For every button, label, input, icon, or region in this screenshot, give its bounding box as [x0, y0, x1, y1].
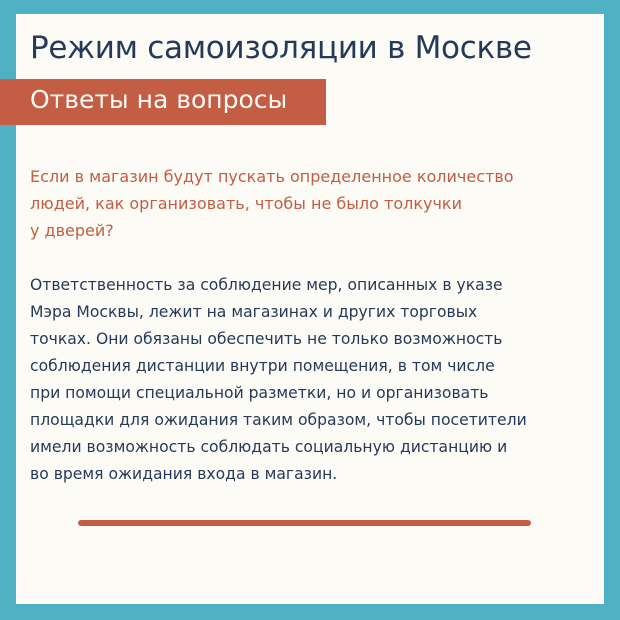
subtitle-banner [0, 79, 326, 125]
divider-line [78, 520, 531, 526]
answer-line: при помощи специальной разметки, но и организовать [30, 384, 489, 402]
answer-line: Мэра Москвы, лежит на магазинах и других торговых [30, 303, 478, 321]
answer-line: площадки для ожидания таким образом, чтобы посетители [30, 411, 527, 429]
content-card [16, 14, 604, 604]
question-line: Если в магазин будут пускать определенное количество [30, 167, 514, 186]
answer-line: имели возможность соблюдать социальную дистанцию и [30, 438, 508, 456]
page-title: Режим самоизоляции в Москве [30, 30, 532, 66]
question-line: у дверей? [30, 221, 114, 240]
answer-line: Ответственность за соблюдение мер, описанных в указе [30, 276, 503, 294]
answer-line: точках. Они обязаны обеспечить не только возможность [30, 330, 503, 348]
question-line: людей, как организовать, чтобы не было толкучки [30, 194, 462, 213]
page-subtitle: Ответы на вопросы [30, 85, 288, 114]
answer-line: соблюдения дистанции внутри помещения, в том числе [30, 357, 495, 375]
answer-text [30, 272, 590, 488]
answer-line: во время ожидания входа в магазин. [30, 465, 338, 483]
question-text [30, 163, 530, 244]
